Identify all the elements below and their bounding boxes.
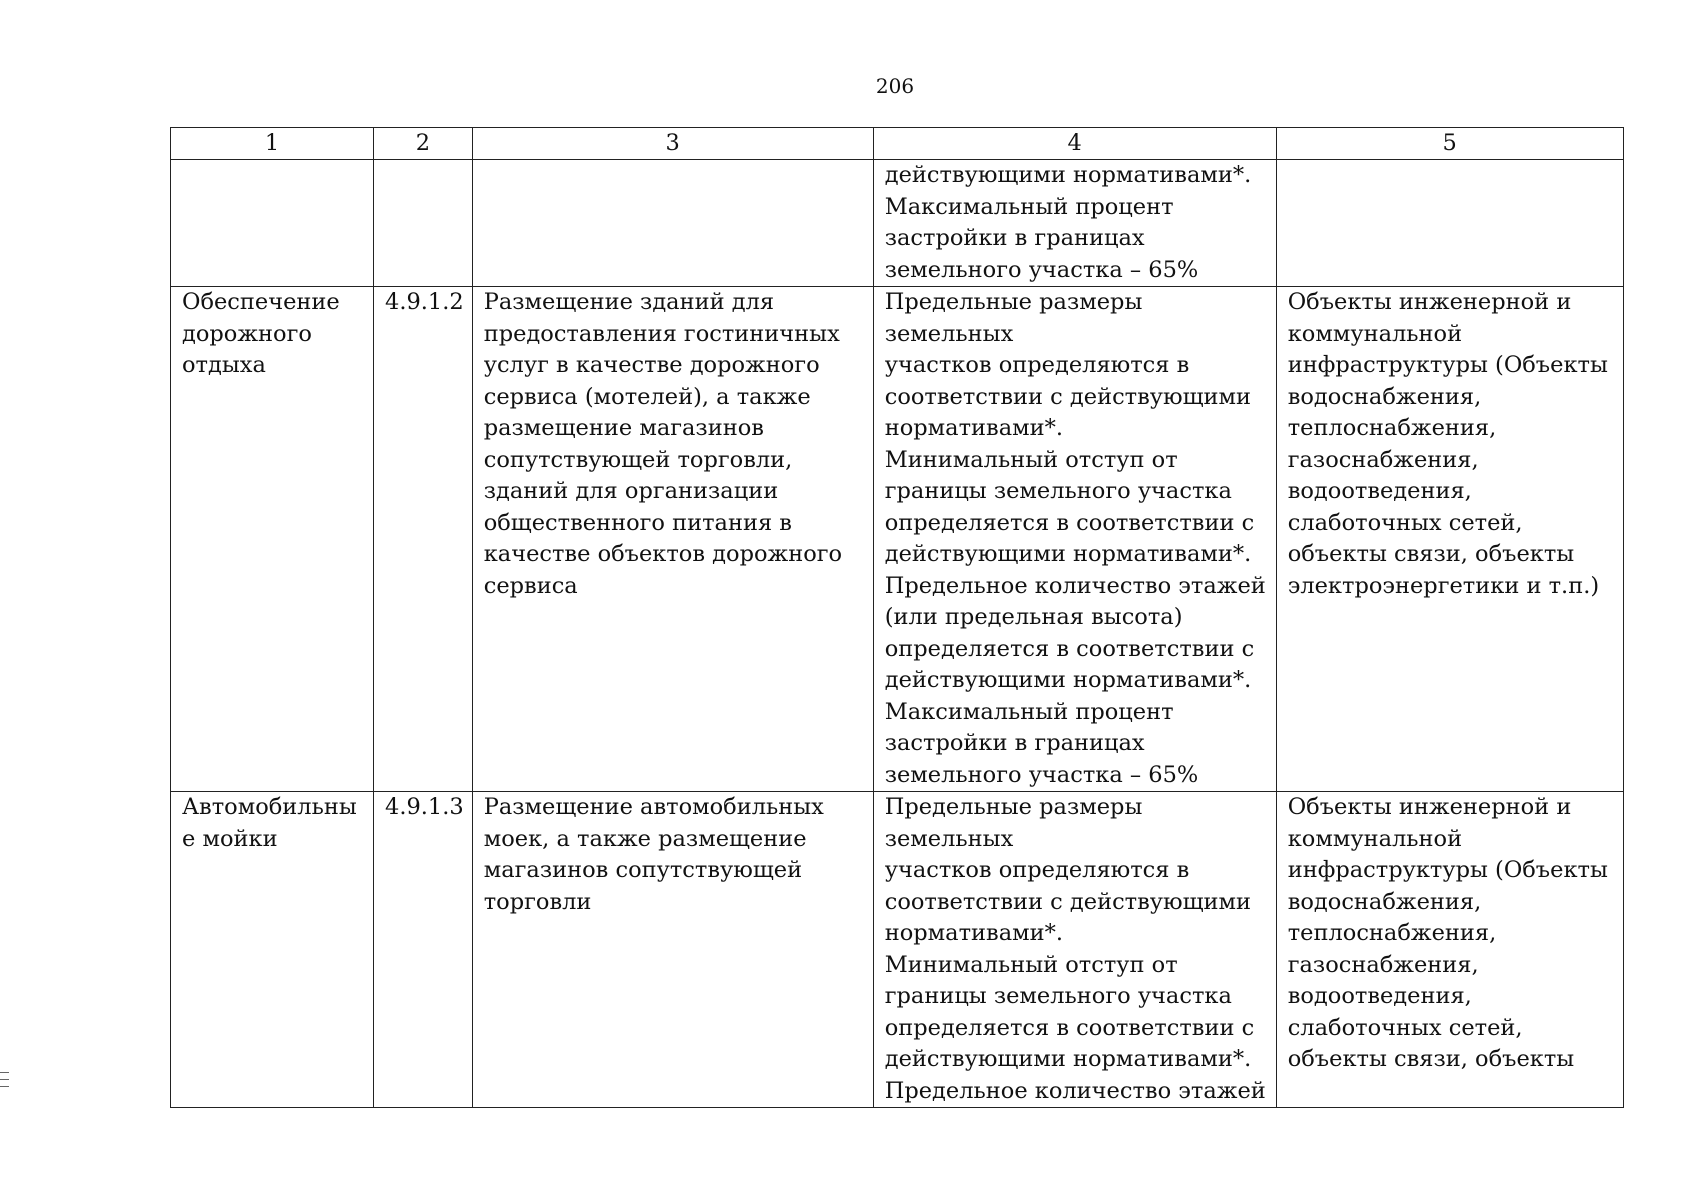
header-col-3: 3 <box>472 128 873 160</box>
table-row <box>171 160 1624 287</box>
cell-use-code: 4.9.1.3 <box>374 792 473 1108</box>
cell-infrastructure: Объекты инженерной и коммунальной инфраструктуры (Объекты водоснабжения, теплоснабжения, газоснабжения, водоотведения, слаботочных сетей, объекты связи, объекты <box>1276 792 1623 1108</box>
table-row <box>171 792 1624 1108</box>
header-col-5: 5 <box>1276 128 1623 160</box>
cell-parameters: действующими нормативами*. Максимальный процент застройки в границах земельного участка – 65% <box>873 160 1276 287</box>
header-col-2: 2 <box>374 128 473 160</box>
table-row <box>171 287 1624 792</box>
cell-parameters: Предельные размеры земельных участков определяются в соответствии с действующими нормативами*. Минимальный отступ от границы земельного участка определяется в соответствии с действующими нормативами*. Предельное количество этажей <box>873 792 1276 1108</box>
table-header-row <box>171 128 1624 160</box>
cell-use-name: Обеспечение дорожного отдыха <box>171 287 374 792</box>
cell-use-description: Размещение зданий для предоставления гостиничных услуг в качестве дорожного сервиса (мотелей), а также размещение магазинов сопутствующей торговли, зданий для организации общественного питания в качестве объектов дорожного сервиса <box>472 287 873 792</box>
cell-infrastructure <box>1276 160 1623 287</box>
scan-edge-mark <box>0 1072 9 1098</box>
cell-use-name <box>171 160 374 287</box>
zoning-table <box>170 127 1624 1108</box>
cell-use-name: Автомобильны е мойки <box>171 792 374 1108</box>
cell-use-code: 4.9.1.2 <box>374 287 473 792</box>
cell-parameters: Предельные размеры земельных участков определяются в соответствии с действующими нормативами*. Минимальный отступ от границы земельного участка определяется в соответствии с действующими нормативами*. Предельное количество этажей (или предельная высота) определяется в соответствии с действующими нормативами*. Максимальный процент застройки в границах земельного участка – 65% <box>873 287 1276 792</box>
cell-use-description: Размещение автомобильных моек, а также размещение магазинов сопутствующей торговли <box>472 792 873 1108</box>
cell-infrastructure: Объекты инженерной и коммунальной инфраструктуры (Объекты водоснабжения, теплоснабжения, газоснабжения, водоотведения, слаботочных сетей, объекты связи, объекты электроэнергетики и т.п.) <box>1276 287 1623 792</box>
cell-use-description <box>472 160 873 287</box>
cell-use-code <box>374 160 473 287</box>
header-col-1: 1 <box>171 128 374 160</box>
header-col-4: 4 <box>873 128 1276 160</box>
page-number: 206 <box>875 74 915 98</box>
